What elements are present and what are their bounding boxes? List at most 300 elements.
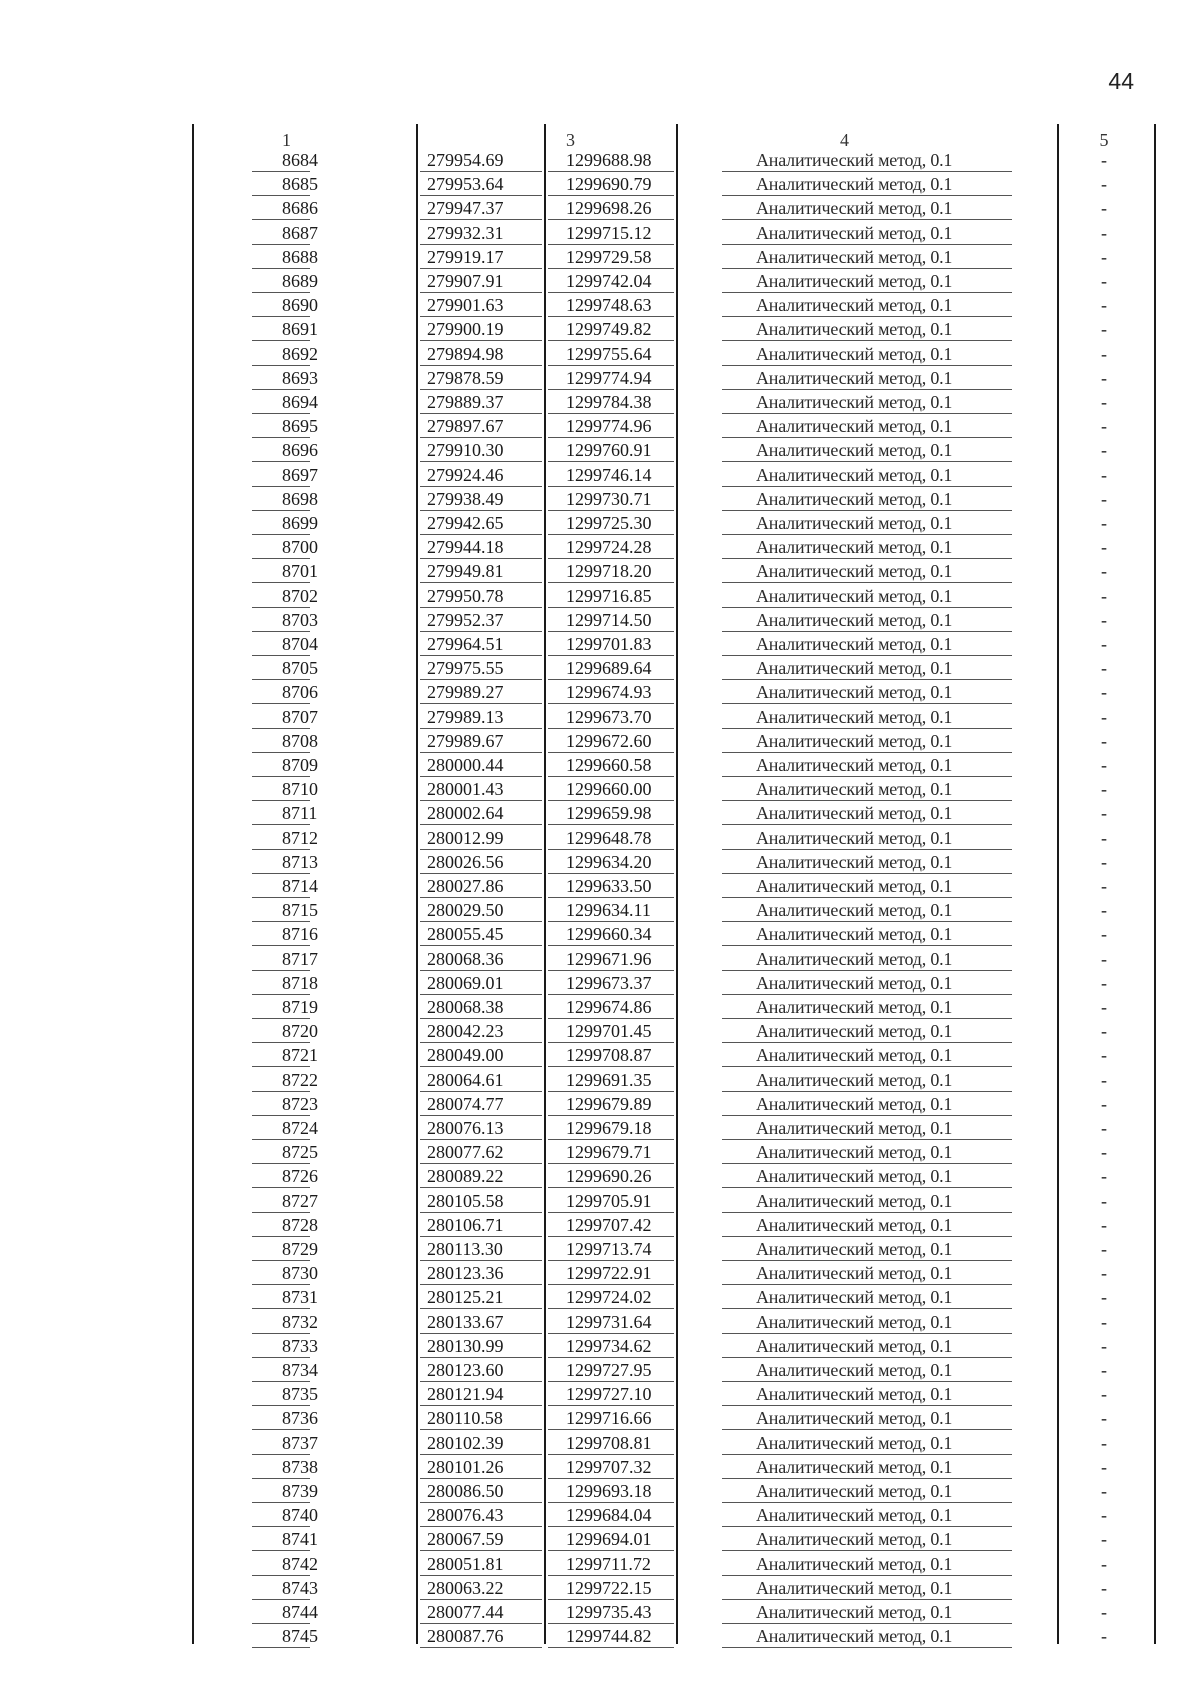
note-dash: - — [1101, 1481, 1107, 1501]
coordinate-y: 1299722.91 — [566, 1263, 652, 1284]
point-number: 8744 — [282, 1602, 318, 1622]
coordinate-y: 1299673.37 — [566, 972, 652, 993]
method-accuracy: Аналитический метод, 0.1 — [756, 851, 953, 872]
method-accuracy: Аналитический метод, 0.1 — [756, 1118, 953, 1138]
note-dash: - — [1101, 1118, 1107, 1138]
coordinate-x: 280012.99 — [427, 827, 504, 848]
coordinate-y: 1299679.18 — [566, 1118, 652, 1138]
coordinate-x: 280051.81 — [427, 1553, 504, 1574]
coordinate-x: 280069.01 — [427, 972, 504, 993]
table-row — [192, 1140, 1155, 1164]
table-row — [192, 1479, 1155, 1503]
coordinate-y: 1299760.91 — [566, 440, 652, 461]
table-row — [192, 366, 1155, 390]
table-row — [192, 850, 1155, 874]
method-accuracy: Аналитический метод, 0.1 — [756, 1602, 953, 1622]
coordinate-x: 279989.13 — [427, 706, 504, 727]
coordinate-x: 280123.60 — [427, 1360, 504, 1380]
method-accuracy: Аналитический метод, 0.1 — [756, 367, 953, 388]
coordinate-y: 1299648.78 — [566, 827, 652, 848]
note-dash: - — [1101, 851, 1107, 872]
point-number: 8742 — [282, 1553, 318, 1574]
point-number: 8688 — [282, 246, 318, 267]
coordinate-x: 279894.98 — [427, 343, 504, 364]
point-number: 8720 — [282, 1021, 318, 1042]
table-row — [192, 898, 1155, 922]
table-row — [192, 705, 1155, 729]
note-dash: - — [1101, 271, 1107, 291]
note-dash: - — [1101, 1166, 1107, 1187]
coordinate-x: 280101.26 — [427, 1456, 504, 1477]
coordinate-x: 279932.31 — [427, 222, 504, 243]
point-number: 8725 — [282, 1142, 318, 1163]
coordinate-y: 1299748.63 — [566, 295, 652, 316]
coordinate-y: 1299749.82 — [566, 319, 652, 340]
point-number: 8694 — [282, 392, 318, 412]
coordinate-x: 280027.86 — [427, 876, 504, 896]
note-dash: - — [1101, 319, 1107, 340]
note-dash: - — [1101, 1456, 1107, 1477]
point-number: 8724 — [282, 1118, 318, 1138]
point-number: 8696 — [282, 440, 318, 461]
method-accuracy: Аналитический метод, 0.1 — [756, 634, 953, 654]
note-dash: - — [1101, 488, 1107, 509]
page-number: 44 — [1108, 68, 1134, 94]
point-number: 8711 — [282, 803, 318, 824]
point-number: 8745 — [282, 1626, 318, 1647]
table-row — [192, 801, 1155, 825]
method-accuracy: Аналитический метод, 0.1 — [756, 1093, 953, 1114]
table-row — [192, 317, 1155, 341]
point-number: 8741 — [282, 1529, 318, 1550]
coordinate-y: 1299688.98 — [566, 150, 652, 170]
note-dash: - — [1101, 367, 1107, 388]
table-row — [192, 221, 1155, 245]
coordinate-y: 1299679.71 — [566, 1142, 652, 1163]
method-accuracy: Аналитический метод, 0.1 — [756, 876, 953, 896]
table-row — [192, 971, 1155, 995]
note-dash: - — [1101, 416, 1107, 437]
note-dash: - — [1101, 1093, 1107, 1114]
table-row — [192, 947, 1155, 971]
coordinate-x: 279944.18 — [427, 537, 504, 558]
coordinate-x: 280055.45 — [427, 924, 504, 945]
method-accuracy: Аналитический метод, 0.1 — [756, 1142, 953, 1163]
coordinate-y: 1299708.81 — [566, 1432, 652, 1453]
coordinate-y: 1299689.64 — [566, 658, 652, 679]
coordinate-x: 280089.22 — [427, 1166, 504, 1187]
point-number: 8729 — [282, 1239, 318, 1259]
table-row — [192, 680, 1155, 704]
table-row — [192, 414, 1155, 438]
method-accuracy: Аналитический метод, 0.1 — [756, 997, 953, 1017]
table-row — [192, 1261, 1155, 1285]
table-row — [192, 1019, 1155, 1043]
coordinate-x: 280102.39 — [427, 1432, 504, 1453]
note-dash: - — [1101, 682, 1107, 703]
table-row — [192, 1503, 1155, 1527]
table-row — [192, 1455, 1155, 1479]
table-row — [192, 995, 1155, 1019]
coordinate-y: 1299672.60 — [566, 730, 652, 751]
method-accuracy: Аналитический метод, 0.1 — [756, 924, 953, 945]
point-number: 8705 — [282, 658, 318, 679]
coordinate-x: 280064.61 — [427, 1069, 504, 1090]
table-row — [192, 1068, 1155, 1092]
coordinate-x: 279900.19 — [427, 319, 504, 340]
note-dash: - — [1101, 295, 1107, 316]
note-dash: - — [1101, 900, 1107, 921]
note-dash: - — [1101, 1384, 1107, 1405]
method-accuracy: Аналитический метод, 0.1 — [756, 972, 953, 993]
point-number: 8738 — [282, 1456, 318, 1477]
note-dash: - — [1101, 755, 1107, 775]
method-accuracy: Аналитический метод, 0.1 — [756, 1456, 953, 1477]
coordinate-y: 1299684.04 — [566, 1505, 652, 1526]
note-dash: - — [1101, 1529, 1107, 1550]
note-dash: - — [1101, 1577, 1107, 1598]
coordinate-x: 279942.65 — [427, 513, 504, 533]
coordinate-y: 1299744.82 — [566, 1626, 652, 1647]
note-dash: - — [1101, 561, 1107, 582]
method-accuracy: Аналитический метод, 0.1 — [756, 1577, 953, 1598]
point-number: 8707 — [282, 706, 318, 727]
coordinate-x: 279924.46 — [427, 464, 504, 485]
note-dash: - — [1101, 392, 1107, 412]
coordinate-x: 280063.22 — [427, 1577, 504, 1598]
method-accuracy: Аналитический метод, 0.1 — [756, 1505, 953, 1526]
coordinate-x: 280105.58 — [427, 1190, 504, 1211]
table-row — [192, 729, 1155, 753]
method-accuracy: Аналитический метод, 0.1 — [756, 585, 953, 606]
coordinate-x: 280086.50 — [427, 1481, 504, 1501]
coordinate-x: 280077.44 — [427, 1602, 504, 1622]
coordinate-x: 279975.55 — [427, 658, 504, 679]
method-accuracy: Аналитический метод, 0.1 — [756, 779, 953, 800]
point-number: 8693 — [282, 367, 318, 388]
method-accuracy: Аналитический метод, 0.1 — [756, 609, 953, 630]
note-dash: - — [1101, 537, 1107, 558]
table-row — [192, 1116, 1155, 1140]
table-row — [192, 511, 1155, 535]
header-col-1: 1 — [282, 130, 291, 150]
coordinate-y: 1299690.26 — [566, 1166, 652, 1187]
note-dash: - — [1101, 198, 1107, 219]
coordinate-x: 279989.27 — [427, 682, 504, 703]
point-number: 8709 — [282, 755, 318, 775]
table-row — [192, 1237, 1155, 1261]
coordinate-y: 1299774.94 — [566, 367, 652, 388]
coordinate-y: 1299784.38 — [566, 392, 652, 412]
method-accuracy: Аналитический метод, 0.1 — [756, 1529, 953, 1550]
table-row — [192, 172, 1155, 196]
table-row — [192, 1189, 1155, 1213]
note-dash: - — [1101, 779, 1107, 800]
note-dash: - — [1101, 1408, 1107, 1429]
note-dash: - — [1101, 1142, 1107, 1163]
coordinate-y: 1299634.20 — [566, 851, 652, 872]
coordinate-x: 280125.21 — [427, 1287, 504, 1308]
coordinate-y: 1299660.58 — [566, 755, 652, 775]
point-number: 8735 — [282, 1384, 318, 1405]
note-dash: - — [1101, 1190, 1107, 1211]
coordinate-x: 280113.30 — [427, 1239, 503, 1259]
table-row — [192, 1285, 1155, 1309]
method-accuracy: Аналитический метод, 0.1 — [756, 295, 953, 316]
note-dash: - — [1101, 1263, 1107, 1284]
coordinate-y: 1299707.42 — [566, 1214, 652, 1235]
coordinate-x: 279954.69 — [427, 150, 504, 170]
note-dash: - — [1101, 1626, 1107, 1647]
method-accuracy: Аналитический метод, 0.1 — [756, 1311, 953, 1332]
method-accuracy: Аналитический метод, 0.1 — [756, 658, 953, 679]
method-accuracy: Аналитический метод, 0.1 — [756, 1626, 953, 1647]
method-accuracy: Аналитический метод, 0.1 — [756, 1045, 953, 1066]
coordinate-x: 279947.37 — [427, 198, 504, 219]
coordinate-x: 280042.23 — [427, 1021, 504, 1042]
method-accuracy: Аналитический метод, 0.1 — [756, 1214, 953, 1235]
table-row — [192, 1527, 1155, 1551]
coordinates-table — [192, 124, 1155, 1647]
method-accuracy: Аналитический метод, 0.1 — [756, 343, 953, 364]
method-accuracy: Аналитический метод, 0.1 — [756, 537, 953, 558]
point-number: 8715 — [282, 900, 318, 921]
coordinate-y: 1299746.14 — [566, 464, 652, 485]
coordinate-x: 279989.67 — [427, 730, 504, 751]
method-accuracy: Аналитический метод, 0.1 — [756, 222, 953, 243]
coordinate-x: 280000.44 — [427, 755, 504, 775]
method-accuracy: Аналитический метод, 0.1 — [756, 174, 953, 195]
point-number: 8733 — [282, 1335, 318, 1356]
table-row — [192, 1552, 1155, 1576]
method-accuracy: Аналитический метод, 0.1 — [756, 1432, 953, 1453]
point-number: 8736 — [282, 1408, 318, 1429]
coordinate-y: 1299633.50 — [566, 876, 652, 896]
coordinate-y: 1299673.70 — [566, 706, 652, 727]
coordinate-x: 280076.13 — [427, 1118, 504, 1138]
coordinate-x: 280049.00 — [427, 1045, 504, 1066]
coordinate-x: 280068.36 — [427, 948, 504, 969]
note-dash: - — [1101, 1553, 1107, 1574]
point-number: 8718 — [282, 972, 318, 993]
point-number: 8704 — [282, 634, 318, 654]
note-dash: - — [1101, 585, 1107, 606]
table-row — [192, 390, 1155, 414]
coordinate-y: 1299660.34 — [566, 924, 652, 945]
coordinate-y: 1299659.98 — [566, 803, 652, 824]
coordinate-x: 279901.63 — [427, 295, 504, 316]
coordinate-x: 279897.67 — [427, 416, 504, 437]
point-number: 8726 — [282, 1166, 318, 1187]
coordinate-y: 1299708.87 — [566, 1045, 652, 1066]
method-accuracy: Аналитический метод, 0.1 — [756, 1166, 953, 1187]
coordinate-x: 279950.78 — [427, 585, 504, 606]
point-number: 8737 — [282, 1432, 318, 1453]
method-accuracy: Аналитический метод, 0.1 — [756, 1360, 953, 1380]
table-row — [192, 1334, 1155, 1358]
coordinate-y: 1299727.95 — [566, 1360, 652, 1380]
coordinate-y: 1299693.18 — [566, 1481, 652, 1501]
note-dash: - — [1101, 513, 1107, 533]
table-row — [192, 342, 1155, 366]
coordinate-y: 1299694.01 — [566, 1529, 652, 1550]
method-accuracy: Аналитический метод, 0.1 — [756, 1069, 953, 1090]
table-row — [192, 1164, 1155, 1188]
coordinate-x: 280110.58 — [427, 1408, 503, 1429]
point-number: 8714 — [282, 876, 318, 896]
table-row — [192, 438, 1155, 462]
method-accuracy: Аналитический метод, 0.1 — [756, 246, 953, 267]
coordinate-x: 280067.59 — [427, 1529, 504, 1550]
method-accuracy: Аналитический метод, 0.1 — [756, 440, 953, 461]
note-dash: - — [1101, 730, 1107, 751]
note-dash: - — [1101, 440, 1107, 461]
table-row — [192, 1310, 1155, 1334]
method-accuracy: Аналитический метод, 0.1 — [756, 319, 953, 340]
point-number: 8734 — [282, 1360, 318, 1380]
table-row — [192, 148, 1155, 172]
point-number: 8698 — [282, 488, 318, 509]
method-accuracy: Аналитический метод, 0.1 — [756, 900, 953, 921]
method-accuracy: Аналитический метод, 0.1 — [756, 755, 953, 775]
point-number: 8716 — [282, 924, 318, 945]
point-number: 8731 — [282, 1287, 318, 1308]
note-dash: - — [1101, 827, 1107, 848]
method-accuracy: Аналитический метод, 0.1 — [756, 150, 953, 170]
note-dash: - — [1101, 1239, 1107, 1259]
coordinate-x: 280121.94 — [427, 1384, 504, 1405]
table-row — [192, 1213, 1155, 1237]
table-row — [192, 463, 1155, 487]
table-row — [192, 608, 1155, 632]
note-dash: - — [1101, 1505, 1107, 1526]
point-number: 8730 — [282, 1263, 318, 1284]
coordinate-x: 280029.50 — [427, 900, 504, 921]
coordinate-x: 279953.64 — [427, 174, 504, 195]
table-row — [192, 1092, 1155, 1116]
note-dash: - — [1101, 706, 1107, 727]
coordinate-y: 1299716.85 — [566, 585, 652, 606]
coordinate-y: 1299701.83 — [566, 634, 652, 654]
table-row — [192, 1624, 1155, 1648]
coordinate-y: 1299679.89 — [566, 1093, 652, 1114]
table-row — [192, 1431, 1155, 1455]
coordinate-y: 1299660.00 — [566, 779, 652, 800]
point-number: 8727 — [282, 1190, 318, 1211]
coordinate-y: 1299690.79 — [566, 174, 652, 195]
coordinate-x: 279964.51 — [427, 634, 504, 654]
note-dash: - — [1101, 1214, 1107, 1235]
coordinate-y: 1299705.91 — [566, 1190, 652, 1211]
coordinate-x: 280002.64 — [427, 803, 504, 824]
note-dash: - — [1101, 174, 1107, 195]
point-number: 8687 — [282, 222, 318, 243]
point-number: 8703 — [282, 609, 318, 630]
point-number: 8739 — [282, 1481, 318, 1501]
method-accuracy: Аналитический метод, 0.1 — [756, 1408, 953, 1429]
coordinate-y: 1299727.10 — [566, 1384, 652, 1405]
point-number: 8701 — [282, 561, 318, 582]
point-number: 8712 — [282, 827, 318, 848]
note-dash: - — [1101, 1021, 1107, 1042]
point-number: 8743 — [282, 1577, 318, 1598]
coordinate-x: 280106.71 — [427, 1214, 504, 1235]
method-accuracy: Аналитический метод, 0.1 — [756, 1481, 953, 1501]
note-dash: - — [1101, 222, 1107, 243]
coordinate-y: 1299715.12 — [566, 222, 652, 243]
coordinate-y: 1299730.71 — [566, 488, 652, 509]
method-accuracy: Аналитический метод, 0.1 — [756, 682, 953, 703]
note-dash: - — [1101, 343, 1107, 364]
table-row — [192, 1406, 1155, 1430]
point-number: 8685 — [282, 174, 318, 195]
note-dash: - — [1101, 924, 1107, 945]
point-number: 8722 — [282, 1069, 318, 1090]
point-number: 8699 — [282, 513, 318, 533]
note-dash: - — [1101, 972, 1107, 993]
note-dash: - — [1101, 803, 1107, 824]
coordinate-y: 1299755.64 — [566, 343, 652, 364]
table-row — [192, 1600, 1155, 1624]
coordinate-x: 279889.37 — [427, 392, 504, 412]
note-dash: - — [1101, 658, 1107, 679]
header-col-5: 5 — [1099, 130, 1109, 150]
note-dash: - — [1101, 1069, 1107, 1090]
point-number: 8691 — [282, 319, 318, 340]
method-accuracy: Аналитический метод, 0.1 — [756, 392, 953, 412]
header-col-3: 3 — [566, 130, 575, 150]
table-row — [192, 196, 1155, 220]
table-row — [192, 1043, 1155, 1067]
point-number: 8719 — [282, 997, 318, 1017]
method-accuracy: Аналитический метод, 0.1 — [756, 706, 953, 727]
table-row — [192, 777, 1155, 801]
point-number: 8702 — [282, 585, 318, 606]
coordinate-x: 280087.76 — [427, 1626, 504, 1647]
coordinate-y: 1299691.35 — [566, 1069, 652, 1090]
note-dash: - — [1101, 1045, 1107, 1066]
table-row — [192, 656, 1155, 680]
point-number: 8740 — [282, 1505, 318, 1526]
method-accuracy: Аналитический метод, 0.1 — [756, 198, 953, 219]
coordinate-y: 1299742.04 — [566, 271, 652, 291]
point-number: 8695 — [282, 416, 318, 437]
coordinate-x: 280076.43 — [427, 1505, 504, 1526]
table-row — [192, 245, 1155, 269]
coordinate-x: 280077.62 — [427, 1142, 504, 1163]
coordinate-y: 1299718.20 — [566, 561, 652, 582]
table-row — [192, 1576, 1155, 1600]
coordinate-y: 1299724.02 — [566, 1287, 652, 1308]
table-row — [192, 293, 1155, 317]
coordinate-x: 280123.36 — [427, 1263, 504, 1284]
row-underline — [548, 1647, 674, 1648]
table-row — [192, 753, 1155, 777]
note-dash: - — [1101, 1311, 1107, 1332]
point-number: 8692 — [282, 343, 318, 364]
note-dash: - — [1101, 1287, 1107, 1308]
coordinate-x: 280133.67 — [427, 1311, 504, 1332]
coordinate-x: 280130.99 — [427, 1335, 504, 1356]
header-col-4: 4 — [840, 130, 849, 150]
method-accuracy: Аналитический метод, 0.1 — [756, 513, 953, 533]
coordinate-y: 1299729.58 — [566, 246, 652, 267]
note-dash: - — [1101, 1335, 1107, 1356]
table-row — [192, 1358, 1155, 1382]
point-number: 8689 — [282, 271, 318, 291]
point-number: 8728 — [282, 1214, 318, 1235]
note-dash: - — [1101, 634, 1107, 654]
